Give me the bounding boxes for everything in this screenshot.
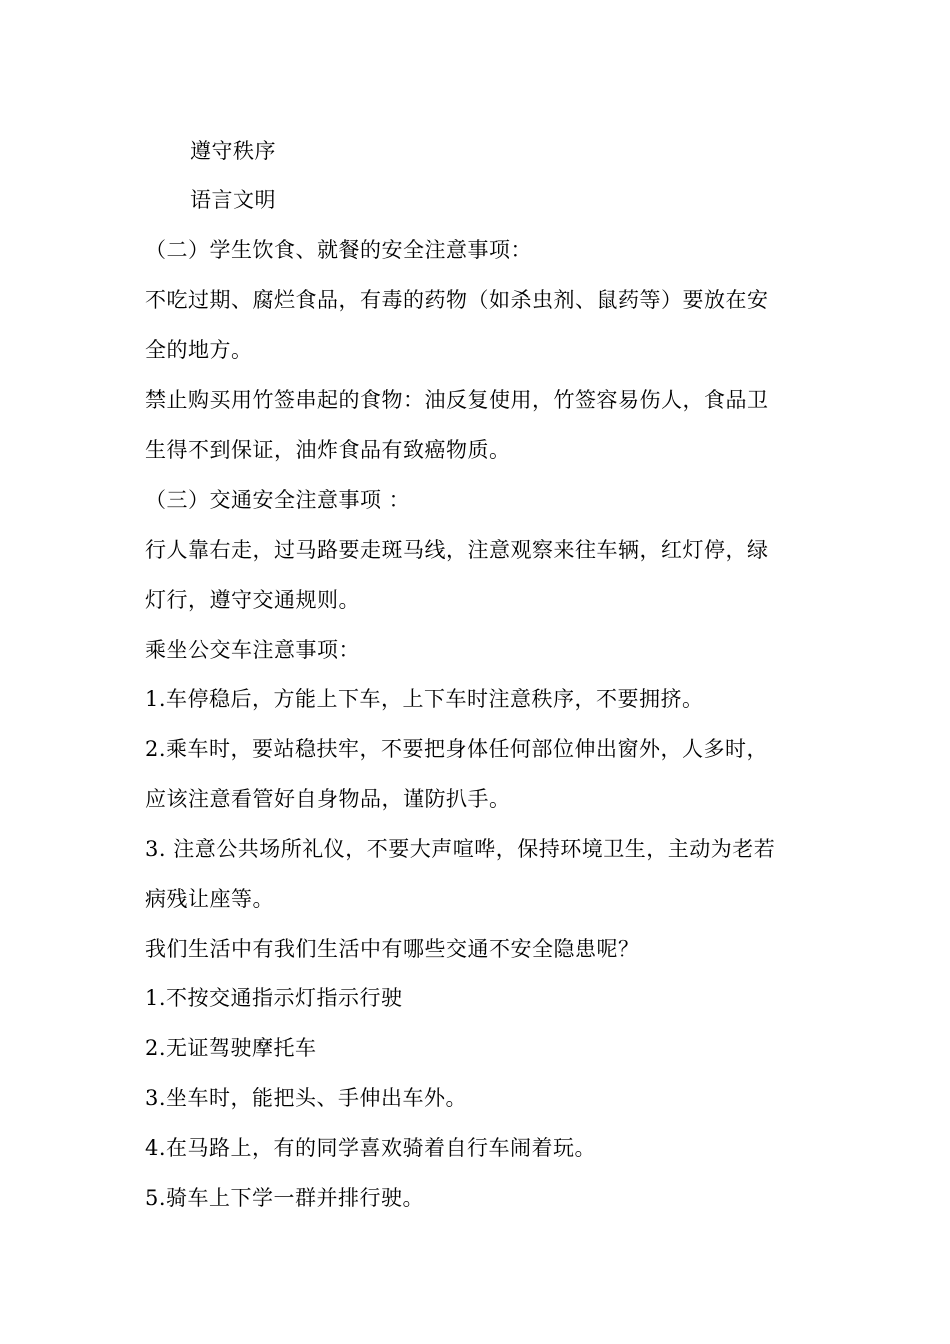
text-line: 我们生活中有我们生活中有哪些交通不安全隐患呢？	[145, 937, 640, 961]
text-line: 灯行，遵守交通规则。	[145, 588, 360, 612]
text-line: 应该注意看管好自身物品，谨防扒手。	[145, 787, 511, 811]
text-line: 遵守秩序	[190, 139, 276, 163]
text-line: 禁止购买用竹签串起的食物：油反复使用，竹签容易伤人，食品卫	[145, 388, 769, 412]
list-item: 2.无证驾驶摩托车	[145, 1036, 317, 1060]
section-heading: （二）学生饮食、就餐的安全注意事项：	[145, 238, 532, 262]
text-line: 语言文明	[190, 188, 276, 212]
list-item: 4.在马路上，有的同学喜欢骑着自行车闹着玩。	[145, 1136, 597, 1160]
text-line: 不吃过期、腐烂食品，有毒的药物（如杀虫剂、鼠药等）要放在安	[145, 288, 769, 312]
list-item: 3. 注意公共场所礼仪，不要大声喧哗，保持环境卫生，主动为老若	[145, 837, 776, 861]
list-item: 1.不按交通指示灯指示行驶	[145, 986, 403, 1010]
list-item: 2.乘车时，要站稳扶牢，不要把身体任何部位伸出窗外，人多时，	[145, 737, 769, 761]
list-item: 5.骑车上下学一群并排行驶。	[145, 1186, 425, 1210]
text-line: 全的地方。	[145, 338, 253, 362]
section-heading: （三）交通安全注意事项 ：	[145, 488, 411, 512]
list-item: 3.坐车时，能把头、手伸出车外。	[145, 1086, 468, 1110]
text-line: 乘坐公交车注意事项：	[145, 638, 360, 662]
text-line: 行人靠右走，过马路要走斑马线，注意观察来往车辆，红灯停，绿	[145, 538, 769, 562]
list-item: 1.车停稳后，方能上下车，上下车时注意秩序，不要拥挤。	[145, 687, 704, 711]
text-line: 生得不到保证，油炸食品有致癌物质。	[145, 438, 511, 462]
text-line: 病残让座等。	[145, 887, 274, 911]
